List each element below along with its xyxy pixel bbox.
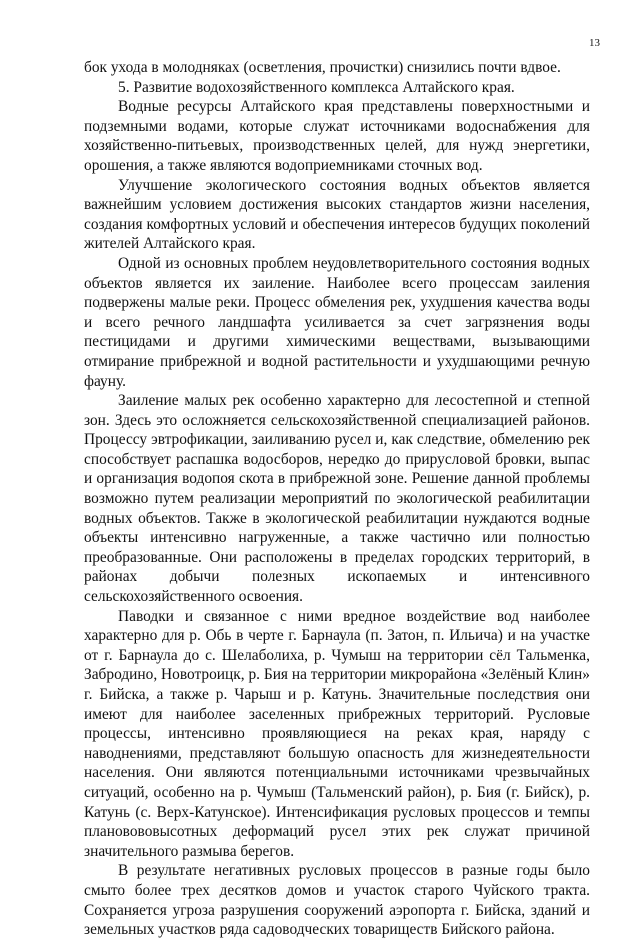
paragraph-consequences: В результате негативных русловых процессов в разные годы было смыто более трех десятков домов и участок старого Чуйского тракта. Сохраняется угроза разрушения сооружений аэропорта г. Бийска, зданий и земельных участков ряда садоводческих товариществ Бийского района. xyxy=(84,862,590,939)
paragraph-water-resources: Водные ресурсы Алтайского края представлены поверхностными и подземными водами, которые служат источниками водоснабжения для хозяйственно-питьевых, производственных целей, для нужд энергетики, орошения, а также являются водоприемниками сточных вод. xyxy=(84,98,590,174)
paragraph-small-rivers: Заиление малых рек особенно характерно для лесостепной и степной зон. Здесь это осложняется сельскохозяйственной специализацией районов. Процессу эвтрофикации, заиливанию русел и, как следствие, обмелению рек способствует распашка водосборов, нередко до прирусловой бровки, выпас и организация водопоя скота в прибрежной зоне. Решение данной проблемы возможно путем реализации мероприятий по экологической реабилитации водных объектов. Также в экологической реабилитации нуждаются водные объекты интенсивно нагруженные, а также частично или полностью преобразованные. Они расположены в пределах городских территорий, в районах добычи полезных ископаемых и интенсивного сельскохозяйственного освоения. xyxy=(84,392,590,606)
paragraph-ecological-state: Улучшение экологического состояния водных объектов является важнейшим условием достижения высоких стандартов жизни населения, создания комфортных условий и обеспечения интересов будущих поколений жителей Алтайского края. xyxy=(84,176,590,253)
body-text xyxy=(84,58,590,940)
section-heading: 5. Развитие водохозяйственного комплекса Алтайского края. xyxy=(118,78,515,96)
paragraph-continuation: бок ухода в молодняках (осветления, прочистки) снизились почти вдвое. xyxy=(84,59,561,76)
paragraph-siltation: Одной из основных проблем неудовлетворительного состояния водных объектов является их заиление. Наиболее всего процессам заиления подвержены малые реки. Процесс обмеления рек, ухудшения качества воды и всего речного ландшафта усиливается за счет загрязнения воды пестицидами и другими химическими веществами, вызывающими отмирание прибрежной и водной растительности и ухудшающими речную фауну. xyxy=(84,254,590,390)
page-number: 13 xyxy=(589,37,600,49)
paragraph-floods: Паводки и связанное с ними вредное воздействие вод наиболее характерно для р. Обь в черте г. Барнаула (п. Затон, п. Ильича) и на участке от г. Барнаула до с. Шелаболиха, р. Чумыш на территории сёл Тальменка, Забродино, Новотроицк, р. Бия на территории микрорайона «Зелёный Клин» г. Бийска, а также р. Чарыш и р. Катунь. Значительные последствия они имеют для наиболее заселенных прибрежных территорий. Русловые процессы, интенсивно проявляющиеся на реках края, наряду с наводнениями, представляют большую опасность для жизнедеятельности населения. Они являются потенциальными источниками чрезвычайных ситуаций, особенно на р. Чумыш (Тальменский район), р. Бия (г. Бийск), р. Катунь (с. Верх-Катунское). Интенсификация русловых процессов и темпы плановововысотных деформаций русел этих рек служат причиной значительного размыва берегов. xyxy=(84,607,590,860)
